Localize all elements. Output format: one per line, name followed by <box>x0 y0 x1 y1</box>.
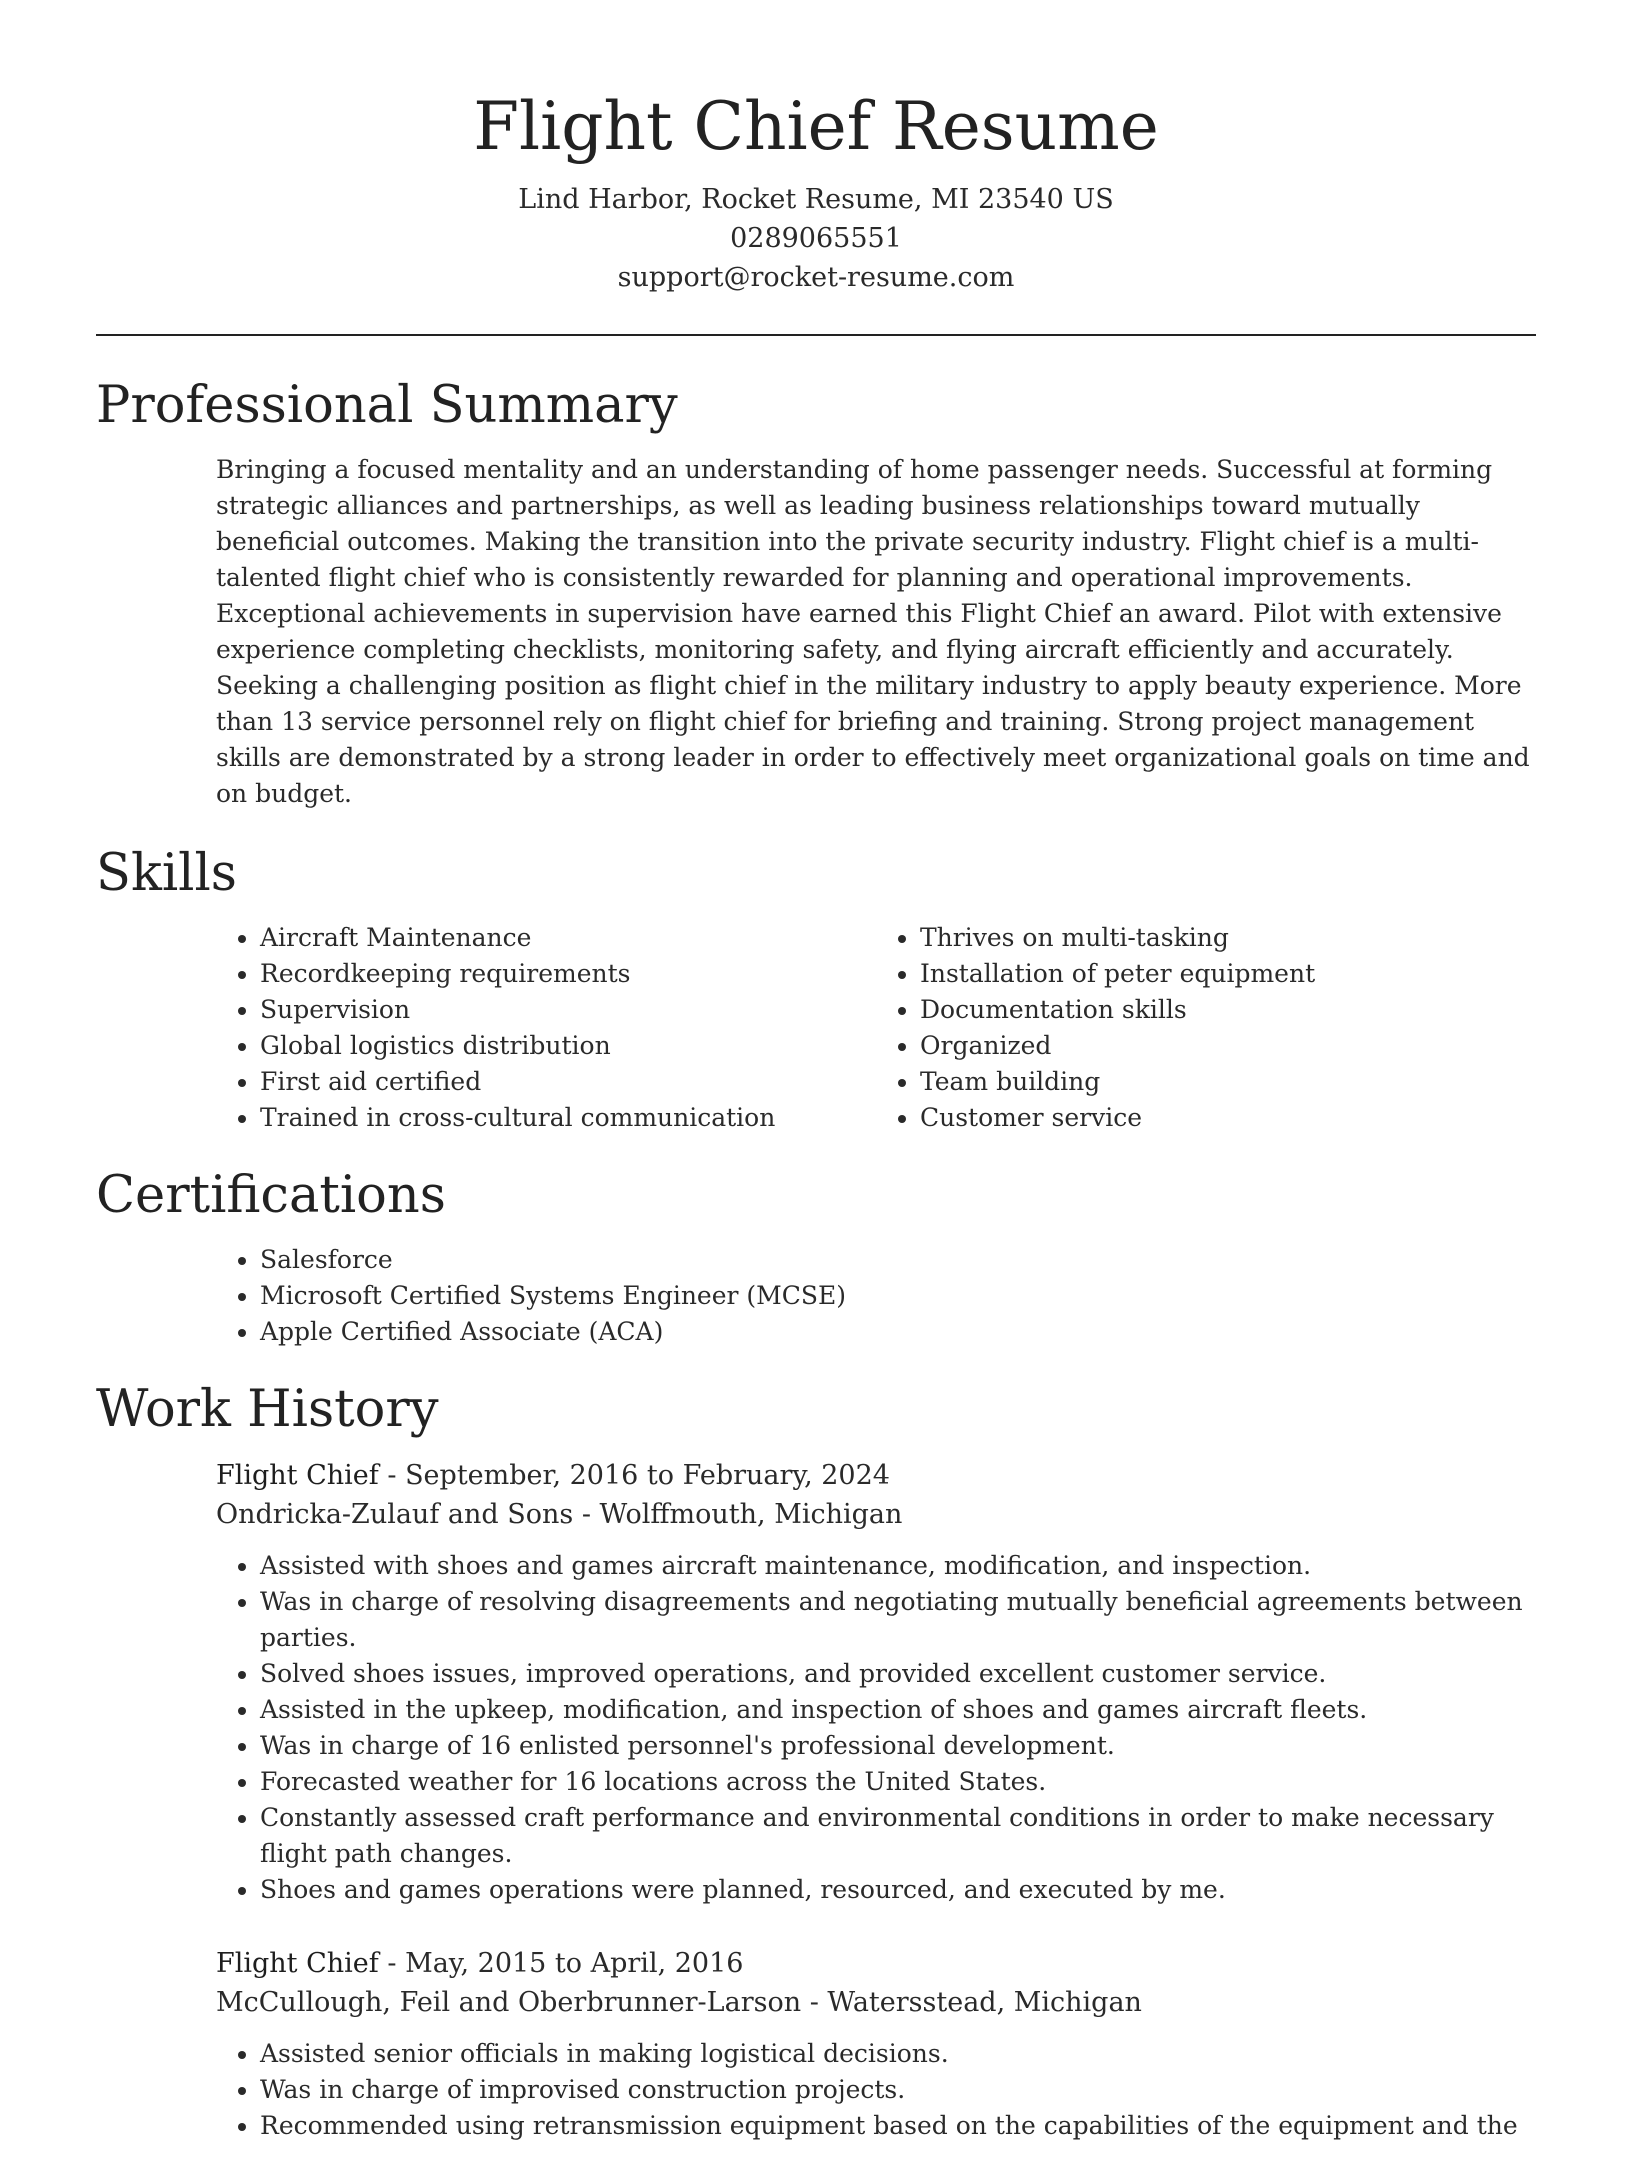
list-item: • Trained in cross-cultural communication <box>260 1100 876 1136</box>
list-item: • Global logistics distribution <box>260 1028 876 1064</box>
work-history-heading: Work History <box>96 1380 439 1439</box>
list-item: • Assisted with shoes and games aircraft maintenance, modification, and inspection. <box>260 1548 1536 1584</box>
list-item: • Supervision <box>260 992 876 1028</box>
list-item: • Forecasted weather for 16 locations across the United States. <box>260 1764 1536 1800</box>
job-role: Flight Chief <box>216 1460 379 1491</box>
skills-column-left <box>216 920 876 1136</box>
certifications-section <box>96 1164 1536 1350</box>
email-address: support@rocket-resume.com <box>617 262 1015 293</box>
list-item: • Constantly assessed craft performance and environmental conditions in order to make necessary flight path changes. <box>260 1800 1536 1872</box>
phone-number: 0289065551 <box>730 223 902 254</box>
job-employer-line <box>216 1983 1536 2022</box>
job-location: Wolffmouth, Michigan <box>599 1499 903 1530</box>
job-role: Flight Chief <box>216 1948 379 1979</box>
list-item: • Recordkeeping requirements <box>260 956 876 992</box>
job-title-line <box>216 1456 1536 1495</box>
header-divider <box>96 334 1536 336</box>
certifications-list <box>216 1242 1536 1350</box>
list-item: • Aircraft Maintenance <box>260 920 876 956</box>
job-company: Ondricka-Zulauf and Sons <box>216 1499 574 1530</box>
list-item: • Organized <box>920 1028 1536 1064</box>
job-dates: September, 2016 to February, 2024 <box>405 1460 890 1491</box>
list-item: • Thrives on multi-tasking <box>920 920 1536 956</box>
job-entry <box>216 1456 1536 1908</box>
job-title-line <box>216 1944 1536 1983</box>
summary-text: Bringing a focused mentality and an understanding of home passenger needs. Successful at forming strategic alliances and partnerships, as well as leading business relationships toward mutually beneficial outcomes. Making the transition into the private security industry. Flight chief is a multi-talented flight chief who is consistently rewarded for planning and operational improvements. Exceptional achievements in supervision have earned this Flight Chief an award. Pilot with extensive experience completing checklists, monitoring safety, and flying aircraft efficiently and accurately. Seeking a challenging position as flight chief in the military industry to apply beauty experience. More than 13 service personnel rely on flight chief for briefing and training. Strong project management skills are demonstrated by a strong leader in order to effectively meet organizational goals on time and on budget. <box>216 455 1530 808</box>
separator: - <box>378 1948 406 1979</box>
job-dates: May, 2015 to April, 2016 <box>405 1948 744 1979</box>
separator: - <box>378 1460 406 1491</box>
address: Lind Harbor, Rocket Resume, MI 23540 US <box>518 184 1114 215</box>
list-item: • Microsoft Certified Systems Engineer (MCSE) <box>260 1278 1536 1314</box>
certifications-heading: Certifications <box>96 1166 446 1225</box>
separator: - <box>573 1499 600 1530</box>
certifications-body <box>216 1242 1536 1350</box>
skills-column-right <box>876 920 1536 1136</box>
resume-header <box>96 0 1536 297</box>
skills-list <box>216 920 1536 1136</box>
skills-heading: Skills <box>96 844 237 903</box>
job-duties-list <box>216 1548 1536 1908</box>
list-item: • Installation of peter equipment <box>920 956 1536 992</box>
job-company: McCullough, Feil and Oberbrunner-Larson <box>216 1987 802 2018</box>
list-item: • Was in charge of improvised construction projects. <box>260 2072 1536 2108</box>
list-item: • Assisted in the upkeep, modification, and inspection of shoes and games aircraft fleets. <box>260 1692 1536 1728</box>
summary-section <box>96 374 1536 812</box>
separator: - <box>801 1987 828 2018</box>
list-item: • Shoes and games operations were planned, resourced, and executed by me. <box>260 1872 1536 1908</box>
skills-section <box>96 842 1536 1136</box>
list-item: • First aid certified <box>260 1064 876 1100</box>
job-location: Watersstead, Michigan <box>827 1987 1142 2018</box>
list-item: • Apple Certified Associate (ACA) <box>260 1314 1536 1350</box>
resume-title: Flight Chief Resume <box>473 88 1159 165</box>
summary-body <box>216 452 1536 812</box>
resume-page <box>96 0 1536 2180</box>
list-item: • Team building <box>920 1064 1536 1100</box>
job-entry <box>216 1944 1536 2144</box>
list-item: • Customer service <box>920 1100 1536 1136</box>
list-item: • Documentation skills <box>920 992 1536 1028</box>
job-duties-list <box>216 2036 1536 2144</box>
list-item: • Salesforce <box>260 1242 1536 1278</box>
list-item: • Assisted senior officials in making logistical decisions. <box>260 2036 1536 2072</box>
summary-heading: Professional Summary <box>96 376 678 435</box>
list-item: • Was in charge of 16 enlisted personnel's professional development. <box>260 1728 1536 1764</box>
job-employer-line <box>216 1495 1536 1534</box>
work-history-section <box>96 1378 1536 2144</box>
list-item: • Was in charge of resolving disagreements and negotiating mutually beneficial agreements between parties. <box>260 1584 1536 1656</box>
list-item: • Solved shoes issues, improved operations, and provided excellent customer service. <box>260 1656 1536 1692</box>
list-item: • Recommended using retransmission equipment based on the capabilities of the equipment and the <box>260 2108 1536 2144</box>
work-history-body <box>216 1456 1536 2144</box>
contact-info <box>96 180 1536 297</box>
